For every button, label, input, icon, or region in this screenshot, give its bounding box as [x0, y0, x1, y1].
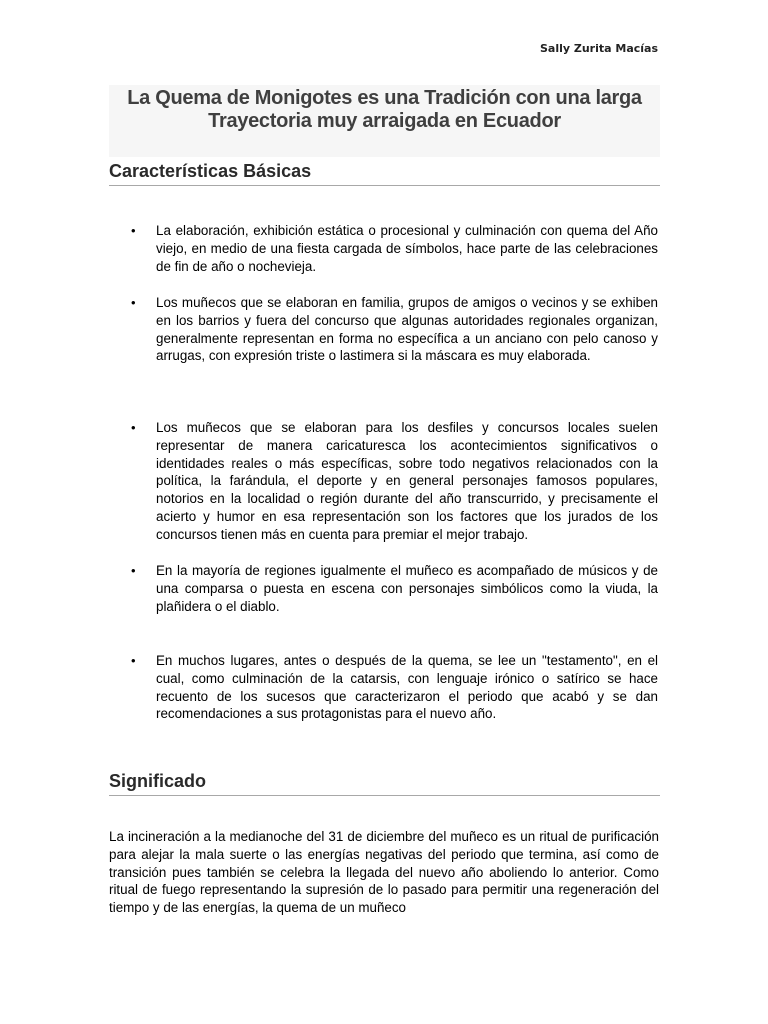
title-box — [109, 85, 660, 157]
list-item — [109, 419, 660, 544]
title-line-2: Trayectoria muy arraigada en Ecuador — [208, 110, 561, 132]
author-name: Sally Zurita Macías — [539, 42, 658, 55]
bullet-icon: • — [131, 653, 136, 668]
document-title — [109, 85, 660, 133]
bullet-icon: • — [131, 420, 136, 435]
section-heading-caracteristicas: Características Básicas — [109, 160, 660, 186]
list-item — [109, 222, 660, 275]
bullet-icon: • — [131, 563, 136, 578]
section-heading-significado: Significado — [109, 770, 660, 796]
bullet-icon: • — [131, 223, 136, 238]
bullet-icon: • — [131, 295, 136, 310]
list-item — [109, 294, 660, 365]
title-line-1: La Quema de Monigotes es una Tradición con una larga — [127, 87, 642, 109]
list-item — [109, 562, 660, 615]
significado-paragraph: La incineración a la medianoche del 31 de diciembre del muñeco es un ritual de purificación para alejar la mala suerte o las energías negativas del periodo que termina, así como de transición pues también se celebra la llegada del nuevo año aboliendo lo anterior. Como ritual de fuego representando la supresión de lo pasado para permitir una regeneración del tiempo y de las energías, la quema de un muñeco — [109, 829, 659, 916]
list-item-text: Los muñecos que se elaboran en familia, grupos de amigos o vecinos y se exhiben en los barrios y fuera del concurso que algunas autoridades regionales organizan, generalmente representan en forma no específica a un anciano con pelo canoso y arrugas, con expresión triste o lastimera si la máscara es muy elaborada. — [156, 295, 658, 364]
list-item-text: La elaboración, exhibición estática o procesional y culminación con quema del Año viejo, en medio de una fiesta cargada de símbolos, hace parte de las celebraciones de fin de año o nochevieja. — [156, 223, 658, 274]
list-item-text: En muchos lugares, antes o después de la quema, se lee un "testamento", en el cual, como culminación de la catarsis, con lenguaje irónico o satírico se hace recuento de los sucesos que caracterizaron el periodo que acabó y se dan recomendaciones a sus protagonistas para el nuevo año. — [156, 653, 658, 722]
list-item — [109, 652, 660, 723]
list-item-text: En la mayoría de regiones igualmente el muñeco es acompañado de músicos y de una comparsa o puesta en escena con personajes simbólicos como la viuda, la plañidera o el diablo. — [156, 563, 658, 614]
list-item-text: Los muñecos que se elaboran para los desfiles y concursos locales suelen representar de manera caricaturesca los acontecimientos significativos o identidades reales o más específicas, sobre todo negativos relacionados con la política, la farándula, el deporte y en general personajes famosos populares, notorios en la localidad o región durante del año transcurrido, y precisamente el acierto y humor en esa representación son los factores que los jurados de los concursos tienen más en cuenta para premiar el mejor trabajo. — [156, 420, 658, 542]
